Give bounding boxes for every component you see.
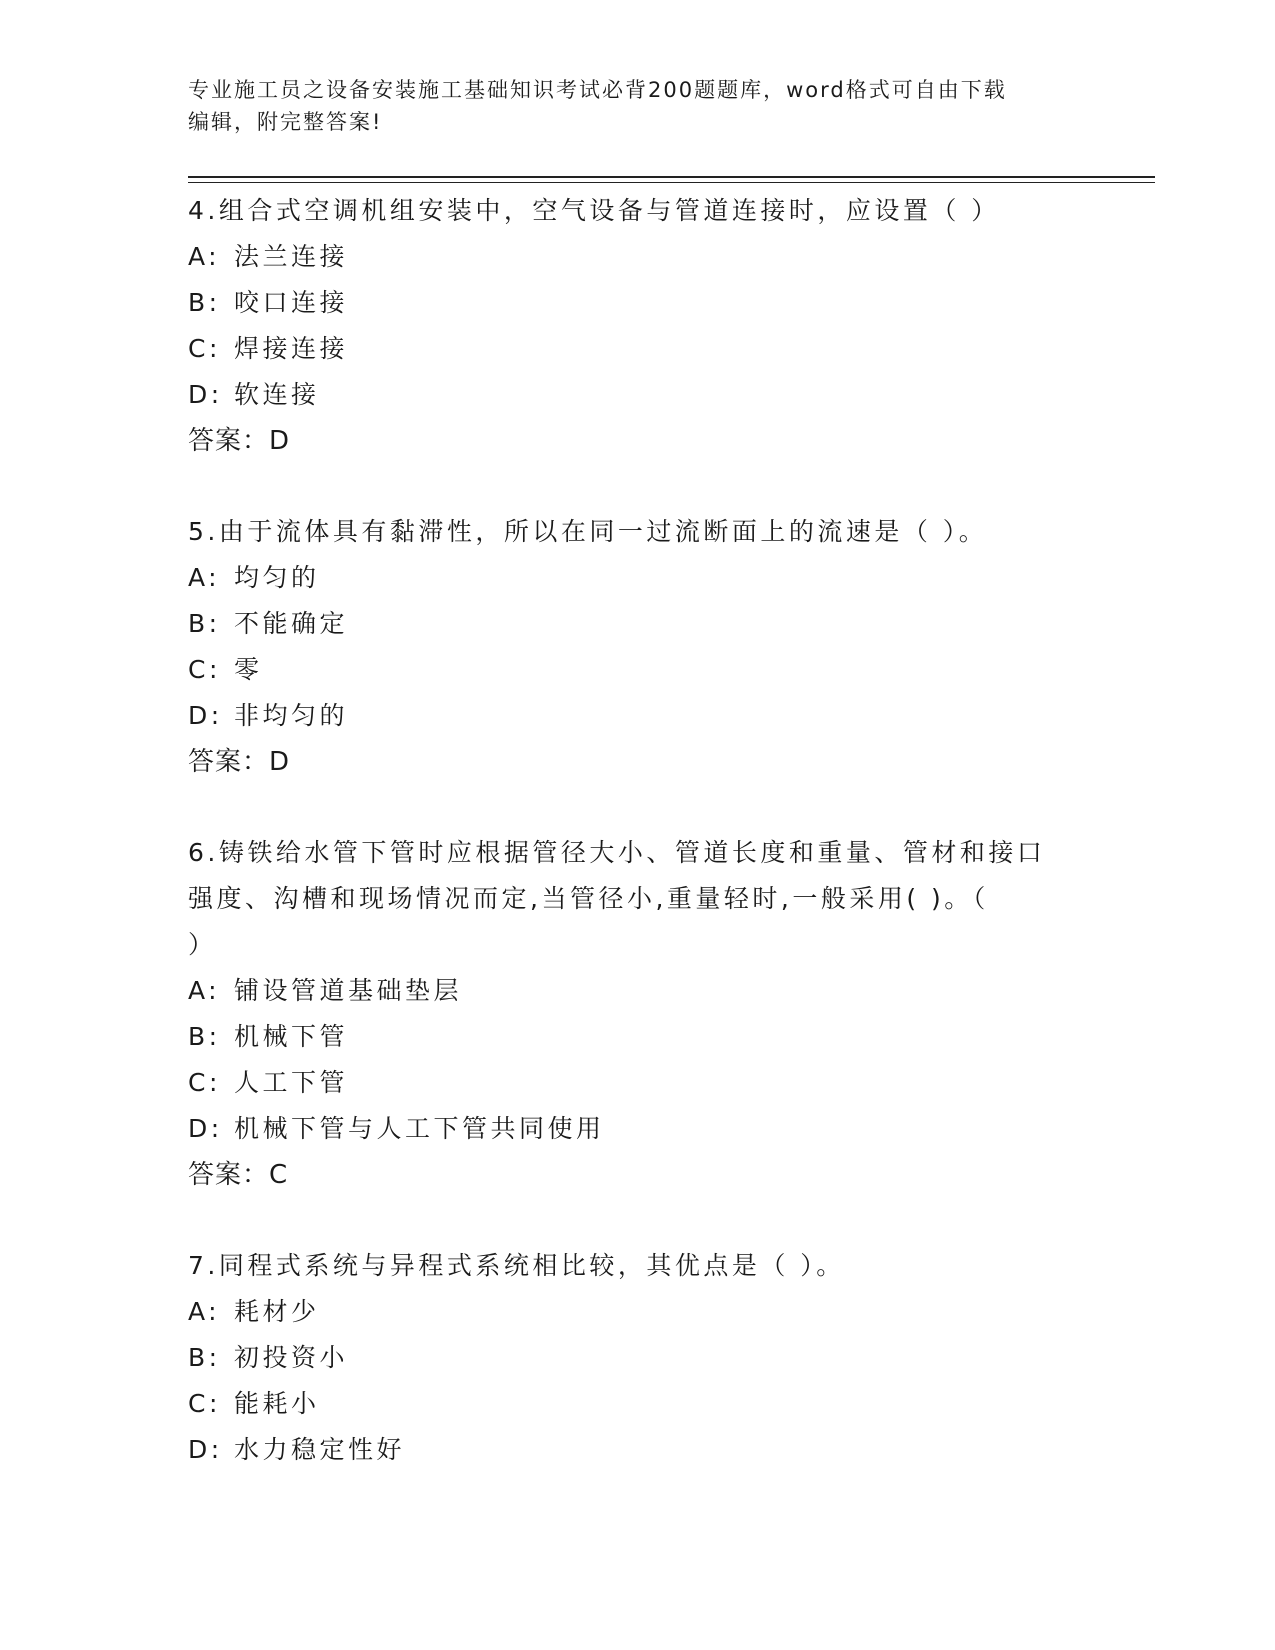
option-key: B: — [188, 609, 221, 638]
answer-line: 答案：D — [188, 426, 291, 456]
header-line-2: 编辑，附完整答案! — [188, 110, 383, 134]
answer-line: 答案：C — [188, 1160, 289, 1190]
option-b — [188, 280, 1088, 326]
option-key: C: — [188, 655, 221, 684]
header-rule-thick — [188, 176, 1155, 178]
option-key: D: — [188, 701, 223, 730]
question-7 — [188, 1243, 1088, 1473]
question-6 — [188, 830, 1088, 1198]
question-stem: 7.同程式系统与异程式系统相比较，其优点是（ ）。 — [188, 1251, 845, 1280]
question-5 — [188, 509, 1088, 785]
option-text: 铺设管道基础垫层 — [234, 976, 463, 1005]
option-d — [188, 1427, 1088, 1473]
option-d — [188, 372, 1088, 418]
option-c — [188, 1381, 1088, 1427]
option-a — [188, 1289, 1088, 1335]
option-text: 耗材少 — [234, 1297, 320, 1326]
header-rule-thin — [188, 182, 1155, 183]
option-b — [188, 601, 1088, 647]
option-key: A: — [188, 563, 221, 592]
option-text: 初投资小 — [234, 1343, 349, 1372]
option-text: 人工下管 — [234, 1068, 349, 1097]
option-text: 法兰连接 — [234, 242, 349, 271]
header-line-1: 专业施工员之设备安装施工基础知识考试必背200题题库，word格式可自由下载 — [188, 78, 1007, 102]
option-text: 水力稳定性好 — [234, 1435, 406, 1464]
option-d — [188, 693, 1088, 739]
option-text: 能耗小 — [234, 1389, 320, 1418]
option-c — [188, 326, 1088, 372]
option-c — [188, 647, 1088, 693]
option-text: 机械下管 — [234, 1022, 349, 1051]
option-key: D: — [188, 1435, 223, 1464]
option-b — [188, 1014, 1088, 1060]
option-key: A: — [188, 976, 221, 1005]
option-key: B: — [188, 1022, 221, 1051]
option-key: A: — [188, 242, 221, 271]
option-a — [188, 234, 1088, 280]
document-header — [188, 74, 1068, 138]
question-stem: 5.由于流体具有黏滞性，所以在同一过流断面上的流速是（ ）。 — [188, 517, 988, 546]
option-key: C: — [188, 1068, 221, 1097]
option-key: B: — [188, 1343, 221, 1372]
option-key: D: — [188, 380, 223, 409]
option-d — [188, 1106, 1088, 1152]
option-c — [188, 1060, 1088, 1106]
option-text: 焊接连接 — [234, 334, 349, 363]
option-text: 均匀的 — [234, 563, 320, 592]
option-key: D: — [188, 1114, 223, 1143]
answer-line: 答案：D — [188, 747, 291, 777]
question-stem: 4.组合式空调机组安装中，空气设备与管道连接时，应设置（ ） — [188, 196, 1000, 225]
question-list — [188, 188, 1088, 1518]
option-text: 不能确定 — [234, 609, 349, 638]
question-4 — [188, 188, 1088, 464]
option-text: 零 — [234, 655, 263, 684]
option-key: B: — [188, 288, 221, 317]
option-text: 非均匀的 — [234, 701, 349, 730]
option-text: 咬口连接 — [234, 288, 349, 317]
option-key: C: — [188, 334, 221, 363]
option-b — [188, 1335, 1088, 1381]
option-text: 机械下管与人工下管共同使用 — [234, 1114, 605, 1143]
option-text: 软连接 — [234, 380, 320, 409]
option-a — [188, 968, 1088, 1014]
option-key: C: — [188, 1389, 221, 1418]
question-stem: 6.铸铁给水管下管时应根据管径大小、管道长度和重量、管材和接口 强度、沟槽和现场情况而定,当管径小,重量轻时,一般采用( )。（ ） — [188, 838, 1046, 959]
option-a — [188, 555, 1088, 601]
option-key: A: — [188, 1297, 221, 1326]
